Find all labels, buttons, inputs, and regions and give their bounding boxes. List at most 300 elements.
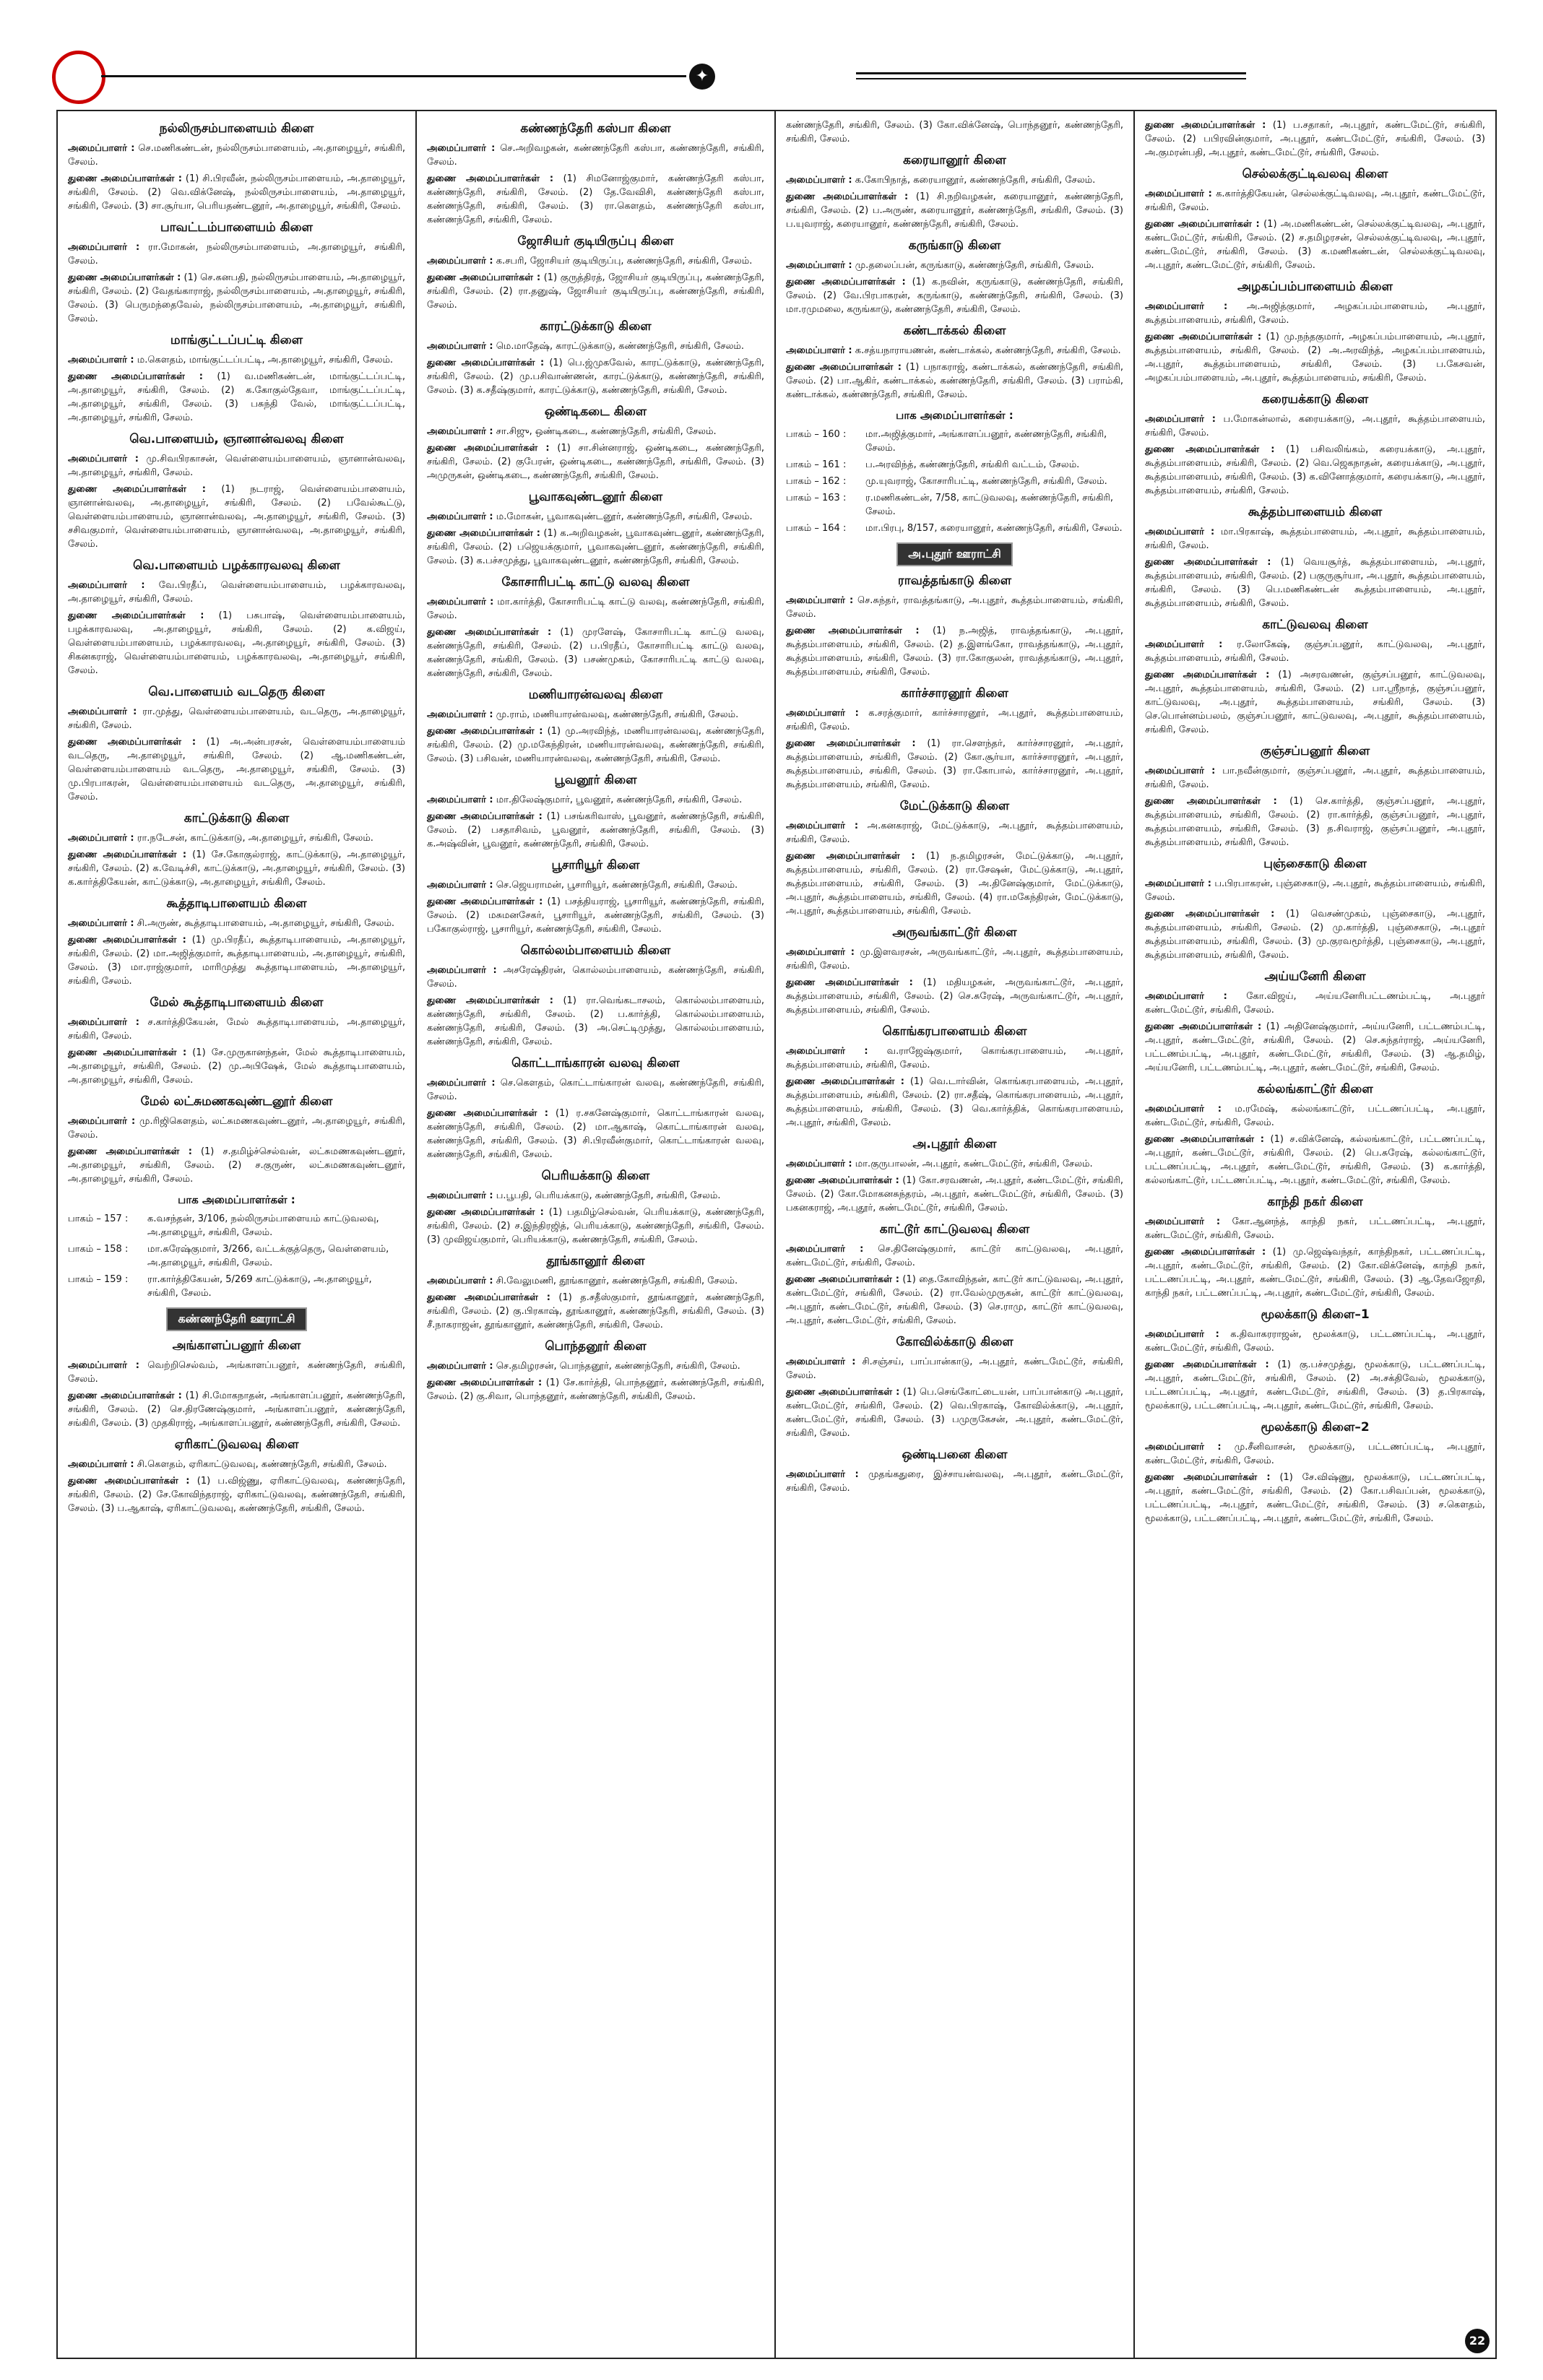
organizer-label: அமைப்பாளர் :	[68, 143, 135, 154]
deputy-organizers-value: (1) பசிவலிங்கம், கரையக்காடு, அ.புதூர், கூத்தம்பாளையம், சங்கிரி, சேலம். (2) வெ.ஜெகநாதன், கரையக்காடு, அ.புதூர், கூத்தம்பாளையம், சங்கிரி, சேலம். (3) க.வினோத்குமார், கரையக்காடு, அ.புதூர், கூத்தம்பாளையம், சங்கிரி, சேலம்.	[1145, 444, 1485, 496]
header-rule-right-thin	[856, 78, 1246, 79]
branch-section	[427, 404, 764, 483]
part-organizer: ரா.கார்த்திகேயன், 5/269 காட்டுக்காடு, அ.தாழையூர், சங்கிரி, சேலம்.	[147, 1274, 372, 1299]
organizer-label: அமைப்பாளர் :	[1145, 1329, 1219, 1340]
part-row	[786, 522, 1123, 535]
deputy-organizers-value: (1) கோ.சரவணன், அ.புதூர், கண்டமேட்டூர், சங்கிரி, சேலம். (2) கோ.மோகனசுந்தரம், அ.புதூர், கண்டமேட்டூர், சங்கிரி, சேலம். (3) பகனகராஜ், அ.புதூர், கண்டமேட்டூர், சங்கிரி, சேலம்.	[786, 1175, 1123, 1213]
branch-title: மூலக்காடு கிளை–1	[1261, 1307, 1370, 1322]
organizer-label: அமைப்பாளர் :	[427, 143, 496, 154]
branch-title: காட்டுக்காடு கிளை	[183, 811, 290, 826]
deputy-organizers-value: (1) செ.கார்த்தி, குஞ்சப்பனூர், அ.புதூர், கூத்தம்பாளையம், சங்கிரி, சேலம். (2) ரா.கார்த்தி, குஞ்சப்பனூர், அ.புதூர், கூத்தம்பாளையம், சங்கிரி, சேலம். (3) த.சிவராஜ், குஞ்சப்பனூர், அ.புதூர், கூத்தம்பாளையம், சங்கிரி, சேலம்.	[1145, 796, 1485, 848]
deputy-organizers-value: (1) ச.தமிழ்ச்செல்வன், லட்சுமணகவுண்டனூர், அ.தாழையூர், சங்கிரி, சேலம். (2) ச.குருண், லட்சுமணகவுண்டனூர், அ.தாழையூர், சங்கிரி, சேலம்.	[68, 1146, 405, 1185]
branch-section	[68, 558, 405, 678]
organizer-label: அமைப்பாளர் :	[68, 918, 134, 929]
organizer-value: வெற்றிசெல்வம், அங்காளப்பனூர், கண்ணந்தேரி, சங்கிரி, சேலம்.	[68, 1360, 405, 1385]
organizer-value: அ.கனகராஜ், மேட்டுக்காடு, அ.புதூர், கூத்தம்பாளையம், சங்கிரி, சேலம்.	[786, 821, 1123, 845]
deputy-organizers-label: துணை அமைப்பாளர்கள் :	[786, 626, 920, 636]
branch-title: கொங்கரபாளையம் கிளை	[882, 1024, 1027, 1039]
organizer-line	[786, 173, 1123, 187]
organizer-value: ம.மோகன், பூவாகவுண்டனூர், கண்ணந்தேரி, சங்கிரி, சேலம்.	[496, 511, 753, 522]
deputy-organizers-line	[1145, 443, 1485, 498]
organizer-label: அமைப்பாளர் :	[427, 1276, 493, 1286]
organizer-line	[1145, 1102, 1485, 1130]
organizer-value: அசரேஷ்திரன், கொல்லம்பாளையம், கண்ணந்தேரி, சங்கிரி, சேலம்.	[427, 965, 764, 990]
deputy-organizers-value: (1) தை.கோவிந்தன், காட்டூர் காட்டுவலவு, அ.புதூர், கண்டமேட்டூர், சங்கிரி, சேலம். (2) ரா.வேல்முருகன், காட்டூர் காட்டுவலவு, அ.புதூர், கண்டமேட்டூர், சங்கிரி, சேலம். (3) செ.ராமு, காட்டூர் காட்டுவலவு, அ.புதூர், கண்டமேட்டூர், சங்கிரி, சேலம்.	[786, 1274, 1123, 1326]
deputy-organizers-line	[427, 626, 764, 680]
organizer-line	[1145, 990, 1485, 1017]
deputy-organizers-value: (1) ந.தமிழரசன், மேட்டுக்காடு, அ.புதூர், கூத்தம்பாளையம், சங்கிரி, சேலம். (2) ரா.சேஷன், மேட்டுக்காடு, அ.புதூர், கூத்தம்பாளையம், சங்கிரி, சேலம். (3) அ.தினேஷ்குமார், மேட்டுக்காடு, அ.புதூர், கூத்தம்பாளையம், சங்கிரி, சேலம். (4) ரா.மகேந்திரன், மேட்டுக்காடு, அ.புதூர், கூத்தம்பாளையம், சங்கிரி, சேலம்.	[786, 851, 1123, 917]
organizer-value: செ.ஜெயராமன், பூசாரியூர், கண்ணந்தேரி, சங்கிரி, சேலம்.	[496, 880, 738, 891]
deputy-organizers-label: துணை அமைப்பாளர்கள் :	[786, 1274, 899, 1285]
branch-section	[427, 943, 764, 1049]
branch-section	[427, 1339, 764, 1403]
deputy-organizers-label: துணை அமைப்பாளர்கள் :	[427, 358, 545, 368]
deputy-organizers-value: (1) சே.விஷ்ணு, மூலக்காடு, பட்டணப்பட்டி, அ.புதூர், கண்டமேட்டூர், சங்கிரி, சேலம். (2) கோ.பசிவப்பன், மூலக்காடு, பட்டணப்பட்டி, அ.புதூர், கண்டமேட்டூர், சங்கிரி, சேலம். (3) ச.கௌதம், மூலக்காடு, பட்டணப்பட்டி, அ.புதூர், கண்டமேட்டூர், சங்கிரி, சேலம்.	[1145, 1472, 1485, 1524]
deputy-organizers-value: (1) த.சதீஸ்குமார், தூங்கானூர், கண்ணந்தேரி, சங்கிரி, சேலம். (2) கு.பிரகாஷ், தூங்கானூர், கண்ணந்தேரி, சங்கிரி, சேலம். (3) சீ.நாகராஜன், தூங்கானூர், கண்ணந்தேரி, சங்கிரி, சேலம்.	[427, 1292, 764, 1330]
branch-section	[1145, 969, 1485, 1075]
organizer-line	[68, 917, 405, 930]
deputy-organizers-line	[786, 360, 1123, 402]
organizer-value: மு.ராம், மணியாரன்வலவு, கண்ணந்தேரி, சங்கிரி, சேலம்.	[496, 709, 739, 720]
branch-title: ஏரிகாட்டுவலவு கிளை	[174, 1437, 299, 1452]
branch-title: வெ.பாளையம் பழக்காரவலவு கிளை	[133, 558, 340, 573]
branch-section	[1145, 744, 1485, 849]
organizer-label: அமைப்பாளர் :	[786, 260, 852, 271]
organizer-line	[68, 831, 405, 845]
organizer-label: அமைப்பாளர் :	[68, 1017, 139, 1028]
organizer-label: அமைப்பாளர் :	[68, 1459, 134, 1470]
deputy-organizers-value: (1) பசுபாஷ், வெள்ளையம்பாளையம், பழக்காரவலவு, அ.தாழையூர், சங்கிரி, சேலம். (2) க.விஜய், வெள்ளையம்பாளையம், பழக்காரவலவு, அ.தாழையூர், சங்கிரி, சேலம். (3) சிகனகராஜ், வெள்ளையம்பாளையம், பழக்காரவலவு, அ.தாழையூர், சங்கிரி, சேலம்.	[68, 610, 405, 676]
organizer-line	[1145, 1215, 1485, 1242]
part-organizers-list	[786, 409, 1123, 535]
branch-title: கல்லங்காட்டூர் கிளை	[1257, 1082, 1373, 1096]
organizer-label: அமைப்பாளர் :	[1145, 639, 1223, 650]
organizer-value: ச.கார்த்திகேயன், மேல் கூத்தாடிபாளையம், அ.தாழையூர், சங்கிரி, சேலம்.	[68, 1017, 405, 1042]
part-organizer: மு.யுவராஜ், கோசாரிபட்டி, கண்ணந்தேரி, சங்கிரி, சேலம்.	[865, 476, 1107, 487]
organizer-line	[786, 344, 1123, 358]
deputy-organizers-label: துணை அமைப்பாளர்கள் :	[1145, 1472, 1271, 1483]
organizer-line	[427, 425, 764, 438]
deputy-organizers-line	[1145, 555, 1485, 610]
branch-title: அருவங்காட்டூர் கிளை	[892, 925, 1017, 940]
header-rule-right	[856, 72, 1246, 74]
organizer-line	[786, 1355, 1123, 1382]
branch-section	[1145, 1082, 1485, 1187]
branch-section	[786, 925, 1123, 1017]
organizer-line	[1145, 187, 1485, 215]
branch-section	[786, 153, 1123, 231]
organizer-label: அமைப்பாளர் :	[1145, 527, 1215, 537]
deputy-organizers-value: (1) ச.விக்னேஷ், கல்லங்காட்டூர், பட்டணப்பட்டி, அ.புதூர், கண்டமேட்டூர், சங்கிரி, சேலம். (2) பெ.சுரேஷ், கல்லங்காட்டூர், பட்டணப்பட்டி, அ.புதூர், கண்டமேட்டூர், சங்கிரி, சேலம். (3) க.கார்த்தி, கல்லங்காட்டூர், பட்டணப்பட்டி, அ.புதூர், கண்டமேட்டூர், சங்கிரி, சேலம்.	[1145, 1134, 1485, 1186]
organizer-value: ரா.நடேசன், காட்டுக்காடு, அ.தாழையூர், சங்கிரி, சேலம்.	[137, 833, 373, 844]
deputy-organizers-value: (1) சி.பிரவீன், நல்லிருசம்பாளையம், அ.தாழையூர், சங்கிரி, சேலம். (2) வெ.விக்னேஷ், நல்லிருசம்பாளையம், அ.தாழையூர், சங்கிரி, சேலம். (3) சா.சூர்யா, பெரியதண்டனூர், அ.தாழையூர், சங்கிரி, சேலம்.	[68, 173, 405, 212]
deputy-organizers-line	[427, 724, 764, 766]
part-row	[786, 428, 1123, 455]
organizer-line	[68, 1115, 405, 1142]
organizer-value: செ.சுந்தர், ராவத்தங்காடு, அ.புதூர், கூத்தம்பாளையம், சங்கிரி, சேலம்.	[786, 595, 1123, 620]
deputy-organizers-line	[68, 1474, 405, 1515]
branch-section	[427, 1254, 764, 1332]
organizer-line	[1145, 412, 1485, 440]
branch-section	[786, 238, 1123, 316]
organizer-value: க.சபரி, ஜோசியர் குடியிருப்பு, கண்ணந்தேரி, சங்கிரி, சேலம்.	[496, 256, 753, 267]
branch-section	[427, 319, 764, 397]
branch-title: அ.புதூர் கிளை	[912, 1137, 997, 1151]
organizer-label: அமைப்பாளர் :	[786, 708, 859, 719]
branch-section	[786, 1137, 1123, 1215]
deputy-organizers-line	[1145, 795, 1485, 849]
deputy-organizers-line	[427, 994, 764, 1049]
organizer-line	[427, 793, 764, 807]
deputy-organizers-value: (1) ந.அஜித், ராவத்தங்காடு, அ.புதூர், கூத்தம்பாளையம், சங்கிரி, சேலம். (2) த.இளங்கோ, ராவத்தங்காடு, அ.புதூர், கூத்தம்பாளையம், சங்கிரி, சேலம். (3) ரா.கோகுலன், ராவத்தங்காடு, அ.புதூர், கூத்தம்பாளையம், சங்கிரி, சேலம்.	[786, 626, 1123, 678]
deputy-organizers-line	[427, 895, 764, 936]
organizer-value: க.கார்த்திகேயன், செல்லக்குட்டிவலவு, அ.புதூர், கண்டமேட்டூர், சங்கிரி, சேலம்.	[1145, 189, 1485, 213]
deputy-organizers-label: துணை அமைப்பாளர்கள் :	[427, 1377, 543, 1388]
deputy-organizers-label: துணை அமைப்பாளர்கள் :	[786, 362, 902, 373]
branch-title: பெரியக்காடு கிளை	[541, 1169, 650, 1183]
deputy-organizers-value: (1) சே.கோகுல்ராஜ், காட்டுக்காடு, அ.தாழையூர், சங்கிரி, சேலம். (2) க.வேடிச்சி, காட்டுக்காடு, அ.தாழையூர், சங்கிரி, சேலம். (3) க.கார்த்திகேயன், காட்டுக்காடு, அ.தாழையூர், சங்கிரி, சேலம்.	[68, 849, 405, 888]
part-number: பாகம் – 159 :	[68, 1274, 129, 1285]
organizer-label: அமைப்பாளர் :	[786, 345, 852, 356]
continued-text	[786, 118, 1123, 146]
deputy-organizers-label: துணை அமைப்பாளர்கள் :	[786, 738, 916, 749]
deputy-organizers-value: (1) சே.கார்த்தி, பொந்தனூர், கண்ணந்தேரி, சங்கிரி, சேலம். (2) கு.சிவா, பொந்தனூர், கண்ணந்தேரி, சங்கிரி, சேலம்.	[427, 1377, 764, 1402]
deputy-organizers-value: (1) செ.கனபதி, நல்லிருசம்பாளையம், அ.தாழையூர், சங்கிரி, சேலம். (2) வேதங்காராஜ், நல்லிருசம்பாளையம், அ.தாழையூர், சங்கிரி, சேலம். (3) பெருமந்தைவேல், நல்லிருசம்பாளையம், அ.தாழையூர், சங்கிரி, சேலம்.	[68, 272, 405, 324]
deputy-organizers-line	[786, 1385, 1123, 1440]
deputy-organizers-label: துணை அமைப்பாளர்கள் :	[427, 272, 541, 283]
deputy-organizers-label: துணை அமைப்பாளர்கள் :	[427, 1292, 550, 1303]
deputy-organizers-value: (1) சே.முருகானந்தன், மேல் கூத்தாடிபாளையம், அ.தாழையூர், சங்கிரி, சேலம். (2) மு.அபிஷேக், மேல் கூத்தாடிபாளையம், அ.தாழையூர், சங்கிரி, சேலம்.	[68, 1047, 405, 1086]
deputy-organizers-line	[1145, 330, 1485, 385]
organizer-value: ப.பிரபாகரன், புஞ்சைகாடு, அ.புதூர், கூத்தம்பாளையம், சங்கிரி, சேலம்.	[1145, 878, 1485, 903]
branch-title: கூத்தாடிபாளையம் கிளை	[166, 896, 307, 911]
deputy-organizers-value: (1) பெ.ஜ்முகவேல், காரட்டுக்காடு, கண்ணந்தேரி, சங்கிரி, சேலம். (2) மு.பசிவாண்ணன், காரட்டுக்காடு, கண்ணந்தேரி, சங்கிரி, சேலம். (3) க.சதீஷ்குமார், காரட்டுக்காடு, கண்ணந்தேரி, சங்கிரி, சேலம்.	[427, 358, 764, 396]
organizer-label: அமைப்பாளர் :	[1145, 766, 1216, 776]
deputy-organizers-value: (1) மதியழகன், அருவங்காட்டூர், அ.புதூர், கூத்தம்பாளையம், சங்கிரி, சேலம். (2) செ.சுரேஷ், அருவங்காட்டூர், அ.புதூர், கூத்தம்பாளையம், சங்கிரி, சேலம்.	[786, 977, 1123, 1016]
deputy-organizers-value: (1) வெயசூர்த், கூத்தம்பாளையம், அ.புதூர், கூத்தம்பாளையம், சங்கிரி, சேலம். (2) பகுருசூர்யா, அ.புதூர், கூத்தம்பாளையம், சங்கிரி, சேலம். (3) பெ.மணிகண்டன் கூத்தம்பாளையம், அ.புதூர், கூத்தம்பாளையம், சங்கிரி, சேலம்.	[1145, 557, 1485, 609]
deputy-organizers-value: (1) க.அறிவழகன், பூவாகவுண்டனூர், கண்ணந்தேரி, சங்கிரி, சேலம். (2) பஜெயக்குமார், பூவாகவுண்டனூர், கண்ணந்தேரி, சங்கிரி, சேலம். (3) க.பச்சமுத்து, பூவாகவுண்டனூர், கண்ணந்தேரி, சங்கிரி, சேலம்.	[427, 528, 764, 566]
branch-title: காரட்டுக்காடு கிளை	[540, 319, 652, 334]
organizer-label: அமைப்பாளர் :	[68, 355, 134, 365]
branch-title: தூங்கானூர் கிளை	[546, 1254, 645, 1268]
organizer-value: ரா.மோகன், நல்லிருசம்பாளையம், அ.தாழையூர், சங்கிரி, சேலம்.	[68, 242, 405, 267]
organizer-label: அமைப்பாளர் :	[68, 1116, 136, 1127]
part-organizer: ப.அரவிந்த், கண்ணந்தேரி, சங்கிரி வட்டம், சேலம்.	[865, 459, 1080, 470]
deputy-organizers-line	[427, 356, 764, 397]
continued-text	[1145, 118, 1485, 160]
organizer-line	[786, 819, 1123, 847]
organizer-value: செ.தினேஷ்குமார், காட்டூர் காட்டுவலவு, அ.புதூர், கண்டமேட்டூர், சங்கிரி, சேலம்.	[786, 1244, 1123, 1268]
organizer-label: அமைப்பாளர் :	[427, 511, 493, 522]
organizer-label: அமைப்பாளர் :	[427, 795, 493, 805]
deputy-organizers-label: துணை அமைப்பாளர்கள் :	[427, 811, 543, 822]
branch-section	[1145, 618, 1485, 737]
branch-section	[68, 685, 405, 804]
branch-section	[68, 1338, 405, 1430]
deputy-organizers-value: (1) வ.மணிகண்டன், மாங்குட்டப்பட்டி, அ.தாழையூர், சங்கிரி, சேலம். (2) க.கோகுல்தேவா, மாங்குட்டப்பட்டி, அ.தாழையூர், சங்கிரி, சேலம். (3) பசுந்தி வேல், மாங்குட்டப்பட்டி, அ.தாழையூர், சங்கிரி, சேலம்.	[68, 371, 405, 423]
branch-title: கண்டாக்கல் கிளை	[903, 324, 1006, 338]
organizer-label: அமைப்பாளர் :	[1145, 189, 1212, 199]
organizer-value: மா.கார்த்தி, கோசாரிபட்டி காட்டு வலவு, கண்ணந்தேரி, சங்கிரி, சேலம்.	[427, 597, 764, 621]
branch-title: மேல் கூத்தாடிபாளையம் கிளை	[150, 995, 324, 1010]
organizer-line	[786, 1157, 1123, 1171]
branch-section	[786, 1024, 1123, 1130]
organizer-line	[68, 1016, 405, 1043]
branch-title: காந்தி நகர் கிளை	[1267, 1195, 1363, 1209]
deputy-organizers-label: துணை அமைப்பாளர்கள் :	[1145, 796, 1277, 807]
organizer-label: அமைப்பாளர் :	[68, 706, 137, 717]
deputy-organizers-line	[427, 1107, 764, 1161]
branch-title: மணியாரன்வலவு கிளை	[528, 688, 663, 702]
part-number: பாகம் – 161 :	[786, 459, 847, 470]
organizer-value: முதங்கதுரை, இச்சாயன்வலவு, அ.புதூர், கண்டமேட்டூர், சங்கிரி, சேலம்.	[786, 1469, 1123, 1494]
organizer-value: கோ.ஆனந்த், காந்தி நகர், பட்டணப்பட்டி, அ.புதூர், கண்டமேட்டூர், சங்கிரி, சேலம்.	[1145, 1216, 1485, 1241]
part-number: பாகம் – 163 :	[786, 493, 847, 503]
part-number: பாகம் – 164 :	[786, 523, 847, 534]
deputy-organizers-value: (1) சிமனோஜ்குமார், கண்ணந்தேரி கஸ்பா, கண்ணந்தேரி, சங்கிரி, சேலம். (2) தே.வேவிசி, கண்ணந்தேரி கஸ்பா, கண்ணந்தேரி, சங்கிரி, சேலம். (3) ரா.கௌதம், கண்ணந்தேரி கஸ்பா, கண்ணந்தேரி, சங்கிரி, சேலம்.	[427, 173, 765, 225]
branch-title: வெ.பாளையம், ஞானான்வலவு கிளை	[129, 432, 344, 446]
deputy-organizers-line	[427, 1376, 764, 1403]
column-2	[417, 111, 776, 2358]
deputy-organizers-line	[68, 735, 405, 804]
deputy-organizers-value: (1) ர.சகனேஷ்குமார், கொட்டாங்காரன் வலவு, கண்ணந்தேரி, சங்கிரி, சேலம். (2) மா.ஆகாஷ், கொட்டாங்காரன் வலவு, கண்ணந்தேரி, சங்கிரி, சேலம். (3) சி.பிரவீன்குமார், கொட்டாங்காரன் வலவு, கண்ணந்தேரி, சங்கிரி, சேலம்.	[427, 1108, 764, 1160]
continued-paragraph: கண்ணந்தேரி, சங்கிரி, சேலம். (3) கோ.விக்னேஷ், பொந்தனூர், கண்ணந்தேரி, சங்கிரி, சேலம்.	[786, 120, 1123, 144]
deputy-organizers-label: துணை அமைப்பாளர்கள் :	[68, 1390, 182, 1401]
organizer-label: அமைப்பாளர் :	[427, 709, 493, 720]
organizer-label: அமைப்பாளர் :	[786, 1244, 864, 1255]
organizer-line	[427, 254, 764, 268]
deputy-organizers-line	[68, 1145, 405, 1186]
branch-title: செல்லக்குட்டிவலவு கிளை	[1242, 167, 1388, 181]
organizer-value: மா.திலேஷ்குமார், பூவனூர், கண்ணந்தேரி, சங்கிரி, சேலம்.	[496, 795, 743, 805]
deputy-organizers-line	[786, 849, 1123, 918]
deputy-organizers-line	[427, 527, 764, 568]
organizer-label: அமைப்பாளர் :	[1145, 1442, 1222, 1453]
organizer-label: அமைப்பாளர் :	[427, 256, 493, 267]
organizer-label: அமைப்பாளர் :	[68, 242, 140, 253]
deputy-organizers-value: (1) அ.அன்பரசன், வெள்ளையம்பாளையம் வடதெரு, அ.தாழையூர், சங்கிரி, சேலம். (2) ஆ.மணிகண்டன், வெள்ளையம்பாளையம் வடதெரு, அ.தாழையூர், சங்கிரி, சேலம். (3) மு.பிரபாகரன், வெள்ளையம்பாளையம் வடதெரு, அ.தாழையூர், சங்கிரி, சேலம்.	[68, 737, 405, 802]
deputy-organizers-value: (1) மு.அரவிந்த், மணியாரன்வலவு, கண்ணந்தேரி, சங்கிரி, சேலம். (2) மு.மகேந்திரன், மணியாரன்வலவு, கண்ணந்தேரி, சங்கிரி, சேலம். (3) பசிவன், மணியாரன்வலவு, கண்ணந்தேரி, சங்கிரி, சேலம்.	[427, 726, 764, 764]
branch-title: மாங்குட்டப்பட்டி கிளை	[170, 333, 303, 347]
deputy-organizers-label: துணை அமைப்பாளர்கள் :	[427, 1108, 548, 1119]
branch-section	[68, 811, 405, 889]
branch-title: பாவட்டம்பாளையம் கிளை	[160, 220, 314, 235]
deputy-organizers-label: துணை அமைப்பாளர்கள் :	[68, 371, 203, 382]
organizer-line	[68, 452, 405, 480]
deputy-organizers-label: துணை அமைப்பாளர்கள் :	[786, 851, 915, 862]
deputy-organizers-label: துணை அமைப்பாளர்கள் :	[427, 1207, 544, 1218]
deputy-organizers-value: (1) குருத்திரத், ஜோசியர் குடியிருப்பு, கண்ணந்தேரி, சங்கிரி, சேலம். (2) ரா.தனுஷ், ஜோசியர் குடியிருப்பு, கண்ணந்தேரி, சங்கிரி, சேலம்.	[427, 272, 764, 311]
organizer-label: அமைப்பாளர் :	[1145, 1216, 1221, 1227]
organizer-line	[427, 1274, 764, 1288]
deputy-organizers-label: துணை அமைப்பாளர்கள் :	[786, 191, 909, 202]
branch-section	[427, 858, 764, 936]
organizer-value: சி.சஞ்சய், பாப்பான்காடு, அ.புதூர், கண்டமேட்டூர், சங்கிரி, சேலம்.	[786, 1356, 1123, 1381]
deputy-organizers-label: துணை அமைப்பாளர்கள் :	[1145, 909, 1275, 919]
organizer-line	[427, 510, 764, 524]
organizer-value: க.சத்யநாராயணன், கண்டாக்கல், கண்ணந்தேரி, சங்கிரி, சேலம்.	[855, 345, 1121, 356]
deputy-organizers-label: துணை அமைப்பாளர்கள் :	[68, 849, 187, 860]
deputy-organizers-line	[68, 848, 405, 889]
deputy-organizers-value: (1) நடராஜ், வெள்ளையம்பாளையம், ஞானான்வலவு, அ.தாழையூர், சங்கிரி, சேலம். (2) பவேல்கூட்டு, வெள்ளையம்பாளையம், ஞானான்வலவு, அ.தாழையூர், சங்கிரி, சேலம். (3) சசிவகுமார், வெள்ளையம்பாளையம், ஞானான்வலவு, அ.தாழையூர், சங்கிரி, சேலம்.	[68, 484, 405, 550]
organizer-label: அமைப்பாளர் :	[1145, 991, 1227, 1002]
branch-title: பூவனூர் கிளை	[554, 773, 637, 787]
organizer-line	[68, 353, 405, 367]
branch-title: குஞ்சப்பனூர் கிளை	[1260, 744, 1370, 758]
organizer-label: அமைப்பாளர் :	[427, 341, 493, 352]
organizer-label: அமைப்பாளர் :	[427, 880, 493, 891]
deputy-organizers-value: (1) மு.நந்தகுமார், அழகப்பம்பாளையம், அ.புதூர், கூத்தம்பாளையம், சங்கிரி, சேலம். (2) அ.அரவிந்த், அழகப்பம்பாளையம், அ.புதூர், கூத்தம்பாளையம், சங்கிரி, சேலம். (3) ப.கேசவன், அழகப்பம்பாளையம், அ.புதூர், கூத்தம்பாளையம், சங்கிரி, சேலம்.	[1145, 332, 1485, 384]
deputy-organizers-line	[786, 275, 1123, 316]
organizer-label: அமைப்பாளர் :	[786, 595, 854, 606]
organizer-value: மு.தலைப்பன், கருங்காடு, கண்ணந்தேரி, சங்கிரி, சேலம்.	[855, 260, 1094, 271]
part-row	[68, 1212, 405, 1239]
deputy-organizers-value: (1) பசங்கரிவாஸ், பூவனூர், கண்ணந்தேரி, சங்கிரி, சேலம். (2) பசதாசிவம், பூவனூர், கண்ணந்தேரி, சங்கிரி, சேலம். (3) க.அஷ்வின், பூவனூர், கண்ணந்தேரி, சங்கிரி, சேலம்.	[427, 811, 764, 849]
organizer-value: மு.சீனிவாசன், மூலக்காடு, பட்டணப்பட்டி, அ.புதூர், கண்டமேட்டூர், சங்கிரி, சேலம்.	[1145, 1442, 1485, 1466]
organizer-line	[68, 241, 405, 268]
deputy-organizers-line	[786, 1075, 1123, 1130]
organizer-value: வே.பிரதீப், வெள்ளையம்பாளையம், பழக்காரவலவு, அ.தாழையூர், சங்கிரி, சேலம்.	[68, 580, 405, 605]
branch-title: மேல் லட்சுமணகவுண்டனூர் கிளை	[140, 1094, 333, 1109]
organizer-label: அமைப்பாளர் :	[786, 1469, 859, 1480]
organizer-line	[786, 594, 1123, 621]
branch-title: காட்டூர் காட்டுவலவு கிளை	[879, 1222, 1030, 1237]
deputy-organizers-line	[1145, 1245, 1485, 1300]
branch-section	[68, 1094, 405, 1186]
deputy-organizers-value: (1) அசரவணன், குஞ்சப்பனூர், காட்டுவலவு, அ.புதூர், கூத்தம்பாளையம், சங்கிரி, சேலம். (2) பா.ஸ்ரீநாத், குஞ்சப்பனூர், காட்டுவலவு, அ.புதூர், கூத்தம்பாளையம், சங்கிரி, சேலம். (3) செ.பொன்னம்பலம், குஞ்சப்பனூர், காட்டுவலவு, அ.புதூர், கூத்தம்பாளையம், சங்கிரி, சேலம்.	[1145, 670, 1485, 735]
organizer-value: சி.வேலுமணி, தூங்கானூர், கண்ணந்தேரி, சங்கிரி, சேலம்.	[496, 1276, 738, 1286]
deputy-organizers-value: (1) பநாகராஜ், கண்டாக்கல், கண்ணந்தேரி, சங்கிரி, சேலம். (2) பா.ஆகிர், கண்டாக்கல், கண்ணந்தேரி, சங்கிரி, சேலம். (3) பராம்கி, கண்டாக்கல், கண்ணந்தேரி, சங்கிரி, சேலம்.	[786, 362, 1123, 400]
part-organizer: மா.அஜித்குமார், அங்காளப்பனூர், கண்ணந்தேரி, சங்கிரி, சேலம்.	[865, 429, 1107, 454]
deputy-organizers-line	[1145, 907, 1485, 962]
deputy-organizers-value: (1) சி.மோகநாதன், அங்காளப்பனூர், கண்ணந்தேரி, சங்கிரி, சேலம். (2) செ.திரணேஷ்குமார், அங்காளப்பனூர், கண்ணந்தேரி, சங்கிரி, சேலம். (3) முதகிராஜ், அங்காளப்பனூர், கண்ணந்தேரி, சங்கிரி, சேலம்.	[68, 1390, 405, 1429]
organizer-line	[427, 1189, 764, 1203]
deputy-organizers-line	[427, 1206, 764, 1247]
deputy-organizers-line	[786, 1174, 1123, 1215]
organizer-line	[1145, 638, 1485, 665]
branch-section	[1145, 1307, 1485, 1413]
deputy-organizers-label: துணை அமைப்பாளர்கள் :	[427, 896, 543, 907]
organizer-label: அமைப்பாளர் :	[786, 821, 859, 831]
branch-section	[427, 490, 764, 568]
part-number: பாகம் – 157 :	[68, 1213, 129, 1224]
branch-title: கருங்காடு கிளை	[908, 238, 1001, 253]
branch-title: காட்டுவலவு கிளை	[1262, 618, 1368, 632]
organizer-label: அமைப்பாளர் :	[68, 1360, 139, 1371]
organizer-value: மு.இளவரசன், அருவங்காட்டூர், அ.புதூர், கூத்தம்பாளையம், சங்கிரி, சேலம்.	[786, 947, 1123, 972]
deputy-organizers-label: துணை அமைப்பாளர்கள் :	[1145, 557, 1271, 568]
organizer-value: மெ.மாதேஷ், காரட்டுக்காடு, கண்ணந்தேரி, சங்கிரி, சேலம்.	[496, 341, 745, 352]
deputy-organizers-label: துணை அமைப்பாளர்கள் :	[68, 272, 181, 283]
deputy-organizers-value: (1) ரா.செளந்தர், கார்ச்சாரனூர், அ.புதூர், கூத்தம்பாளையம், சங்கிரி, சேலம். (2) கோ.சூர்யா, கார்ச்சாரனூர், அ.புதூர், கூத்தம்பாளையம், சங்கிரி, சேலம். (3) ரா.கோபால், கார்ச்சாரனூர், அ.புதூர், கூத்தம்பாளையம், சங்கிரி, சேலம்.	[786, 738, 1123, 790]
branch-title: மேட்டுக்காடு கிளை	[899, 799, 1010, 813]
branch-title: கொல்லம்பாளையம் கிளை	[520, 943, 671, 958]
column-1	[58, 111, 417, 2358]
branch-section	[427, 121, 764, 227]
organizer-value: க.திவாகரராஜன், மூலக்காடு, பட்டணப்பட்டி, அ.புதூர், கண்டமேட்டூர், சங்கிரி, சேலம்.	[1145, 1329, 1485, 1354]
organizer-value: செ.அறிவழகன், கண்ணந்தேரி கஸ்பா, கண்ணந்தேரி, சங்கிரி, சேலம்.	[427, 143, 764, 168]
branch-section	[427, 575, 764, 680]
deputy-organizers-label: துணை அமைப்பாளர்கள் :	[68, 1146, 192, 1157]
organizer-label: அமைப்பாளர் :	[427, 597, 494, 607]
part-organizers-list	[68, 1193, 405, 1300]
branch-title: ஒண்டிகடை கிளை	[544, 404, 647, 419]
deputy-organizers-line	[68, 1046, 405, 1087]
deputy-organizers-label: துணை அமைப்பாளர்கள் :	[68, 935, 186, 945]
organizer-line	[1145, 764, 1485, 792]
organizer-label: அமைப்பாளர் :	[427, 1190, 493, 1201]
deputy-organizers-label: துணை அமைப்பாளர்கள் :	[786, 977, 913, 988]
deputy-organizers-value: (1) மு.ஜெஷ்வந்தர், காந்திநகர், பட்டணப்பட்டி, அ.புதூர், கண்டமேட்டூர், சங்கிரி, சேலம். (2) கோ.விக்னேஷ், காந்தி நகர், பட்டணப்பட்டி, அ.புதூர், கண்டமேட்டூர், சங்கிரி, சேலம். (3) ஆ.தேவஜோதி, காந்தி நகர், பட்டணப்பட்டி, அ.புதூர், கண்டமேட்டூர், சங்கிரி, சேலம்.	[1145, 1247, 1485, 1299]
branch-title: கூத்தம்பாளையம் கிளை	[1248, 505, 1383, 519]
organizer-line	[1145, 525, 1485, 553]
organizer-value: செ.மணிகண்டன், நல்லிருசம்பாளையம், அ.தாழையூர், சங்கிரி, சேலம்.	[68, 143, 405, 168]
branch-title: பொந்தனூர் கிளை	[545, 1339, 647, 1354]
organizer-value: ம.ரமேஷ், கல்லங்காட்டூர், பட்டணப்பட்டி, அ.புதூர், கண்டமேட்டூர், சங்கிரி, சேலம்.	[1145, 1104, 1485, 1128]
part-organizer: மா.பிரபு, 8/157, கரையானூர், கண்ணந்தேரி, சங்கிரி, சேலம்.	[865, 523, 1123, 534]
organizer-line	[427, 964, 764, 991]
deputy-organizers-label: துணை அமைப்பாளர்கள் :	[786, 1175, 899, 1186]
organizer-line	[68, 142, 405, 169]
panchayat-banner: கண்ணந்தேரி ஊராட்சி	[166, 1307, 306, 1331]
organizer-label: அமைப்பாளர் :	[427, 426, 493, 437]
deputy-organizers-label: துணை அமைப்பாளர்கள் :	[68, 610, 204, 621]
organizer-value: மு.சிவபிரகாசன், வெள்ளையம்பாளையம், ஞானான்வலவு, அ.தாழையூர், சங்கிரி, சேலம்.	[68, 454, 405, 478]
organizer-value: சா.சிஜு, ஒண்டிகடை, கண்ணந்தேரி, சங்கிரி, சேலம்.	[496, 426, 717, 437]
deputy-organizers-line	[786, 976, 1123, 1017]
deputy-organizers-label: துணை அமைப்பாளர்கள் :	[68, 737, 196, 748]
organizer-value: மா.குருபாலன், அ.புதூர், கண்டமேட்டூர், சங்கிரி, சேலம்.	[855, 1159, 1093, 1169]
branch-title: அய்யனேரி கிளை	[1264, 969, 1366, 984]
part-organizer: மா.சுரேஷ்குமார், 3/266, வட்டக்குத்தெரு, வெள்ளையம், அ.தாழையூர், சங்கிரி, சேலம்.	[147, 1244, 389, 1268]
deputy-organizers-label: துணை அமைப்பாளர்கள் :	[786, 277, 906, 287]
organizer-value: சி.கௌதம், ஏரிகாட்டுவலவு, கண்ணந்தேரி, சங்கிரி, சேலம்.	[137, 1459, 387, 1470]
deputy-organizers-label: துணை அமைப்பாளர்கள் :	[427, 528, 540, 539]
branch-section	[1145, 505, 1485, 610]
organizer-line	[427, 1076, 764, 1104]
organizer-label: அமைப்பாளர் :	[786, 1159, 852, 1169]
branch-title: அங்காளப்பனூர் கிளை	[172, 1338, 301, 1353]
deputy-organizers-line	[786, 624, 1123, 679]
organizer-line	[427, 1359, 764, 1373]
deputy-organizers-value: (1) பெ.செங்கோட்டையன், பாப்பான்காடு அ.புதூர், கண்டமேட்டூர், சங்கிரி, சேலம். (2) வெ.பிரகாஷ், கோவில்க்காடு, அ.புதூர், கண்டமேட்டூர், சங்கிரி, சேலம். (3) பமுருகேசன், அ.புதூர், கண்டமேட்டூர், சங்கிரி, சேலம்.	[786, 1387, 1123, 1439]
organizer-line	[68, 1359, 405, 1386]
deputy-organizers-value: (1) க.நவின், கருங்காடு, கண்ணந்தேரி, சங்கிரி, சேலம். (2) வே.பிரபாகரன், கருங்காடு, கண்ணந்தேரி, சங்கிரி, சேலம். (3) மா.ரமுமலை, கருங்காடு, கண்ணந்தேரி, சங்கிரி, சேலம்.	[786, 277, 1123, 315]
organizer-line	[427, 708, 764, 722]
organizer-label: அமைப்பாளர் :	[427, 965, 497, 976]
branch-section	[1145, 392, 1485, 498]
branch-section	[68, 432, 405, 551]
branch-title: பூசாரியூர் கிளை	[551, 858, 640, 873]
deputy-organizers-label: துணை அமைப்பாளர்கள் :	[68, 484, 206, 495]
organizer-label: அமைப்பாளர் :	[427, 1361, 493, 1372]
deputy-organizers-line	[427, 810, 764, 851]
organizer-value: கோ.விஜய், அய்யனேரிபட்டணம்பட்டி, அ.புதூர் கண்டமேட்டூர், சங்கிரி, சேலம்.	[1145, 991, 1485, 1016]
deputy-organizers-value: (1) அதினேஷ்குமார், அய்யனேரி, பட்டணம்பட்டி, அ.புதூர், கண்டமேட்டூர், சங்கிரி, சேலம். (2) செ.சுந்தர்ராஜ், அய்யனேரி, பட்டணம்பட்டி, அ.புதூர், கண்டமேட்டூர், சங்கிரி, சேலம். (3) ஆ.தமிழ், அய்யனேரி, பட்டணம்பட்டி, அ.புதூர், கண்டமேட்டூர், சங்கிரி, சேலம்.	[1145, 1021, 1485, 1073]
page-frame	[56, 110, 1497, 2359]
deputy-organizers-label: துணை அமைப்பாளர்கள் :	[1145, 219, 1260, 230]
deputy-organizers-line	[427, 172, 764, 227]
deputy-organizers-line	[786, 737, 1123, 792]
deputy-organizers-label: துணை அமைப்பாளர்கள் :	[1145, 1021, 1262, 1032]
branch-section	[1145, 857, 1485, 962]
organizer-value: ப.மோகன்லால், கரையக்காடு, அ.புதூர், கூத்தம்பாளையம், சங்கிரி, சேலம்.	[1145, 414, 1485, 438]
deputy-organizers-value: (1) ப.சதாகர், அ.புதூர், கண்டமேட்டூர், சங்கிரி, சேலம். (2) பபிரவின்குமார், அ.புதூர், கண்டமேட்டூர், சங்கிரி, சேலம். (3) அ.குமரன்பதி, அ.புதூர், கண்டமேட்டூர், சங்கிரி, சேலம்.	[1145, 120, 1485, 158]
deputy-organizers-line	[68, 609, 405, 678]
branch-section	[427, 1169, 764, 1247]
deputy-organizers-label: துணை அமைப்பாளர்கள் :	[1145, 332, 1262, 342]
organizer-label: அமைப்பாளர் :	[1145, 414, 1216, 425]
